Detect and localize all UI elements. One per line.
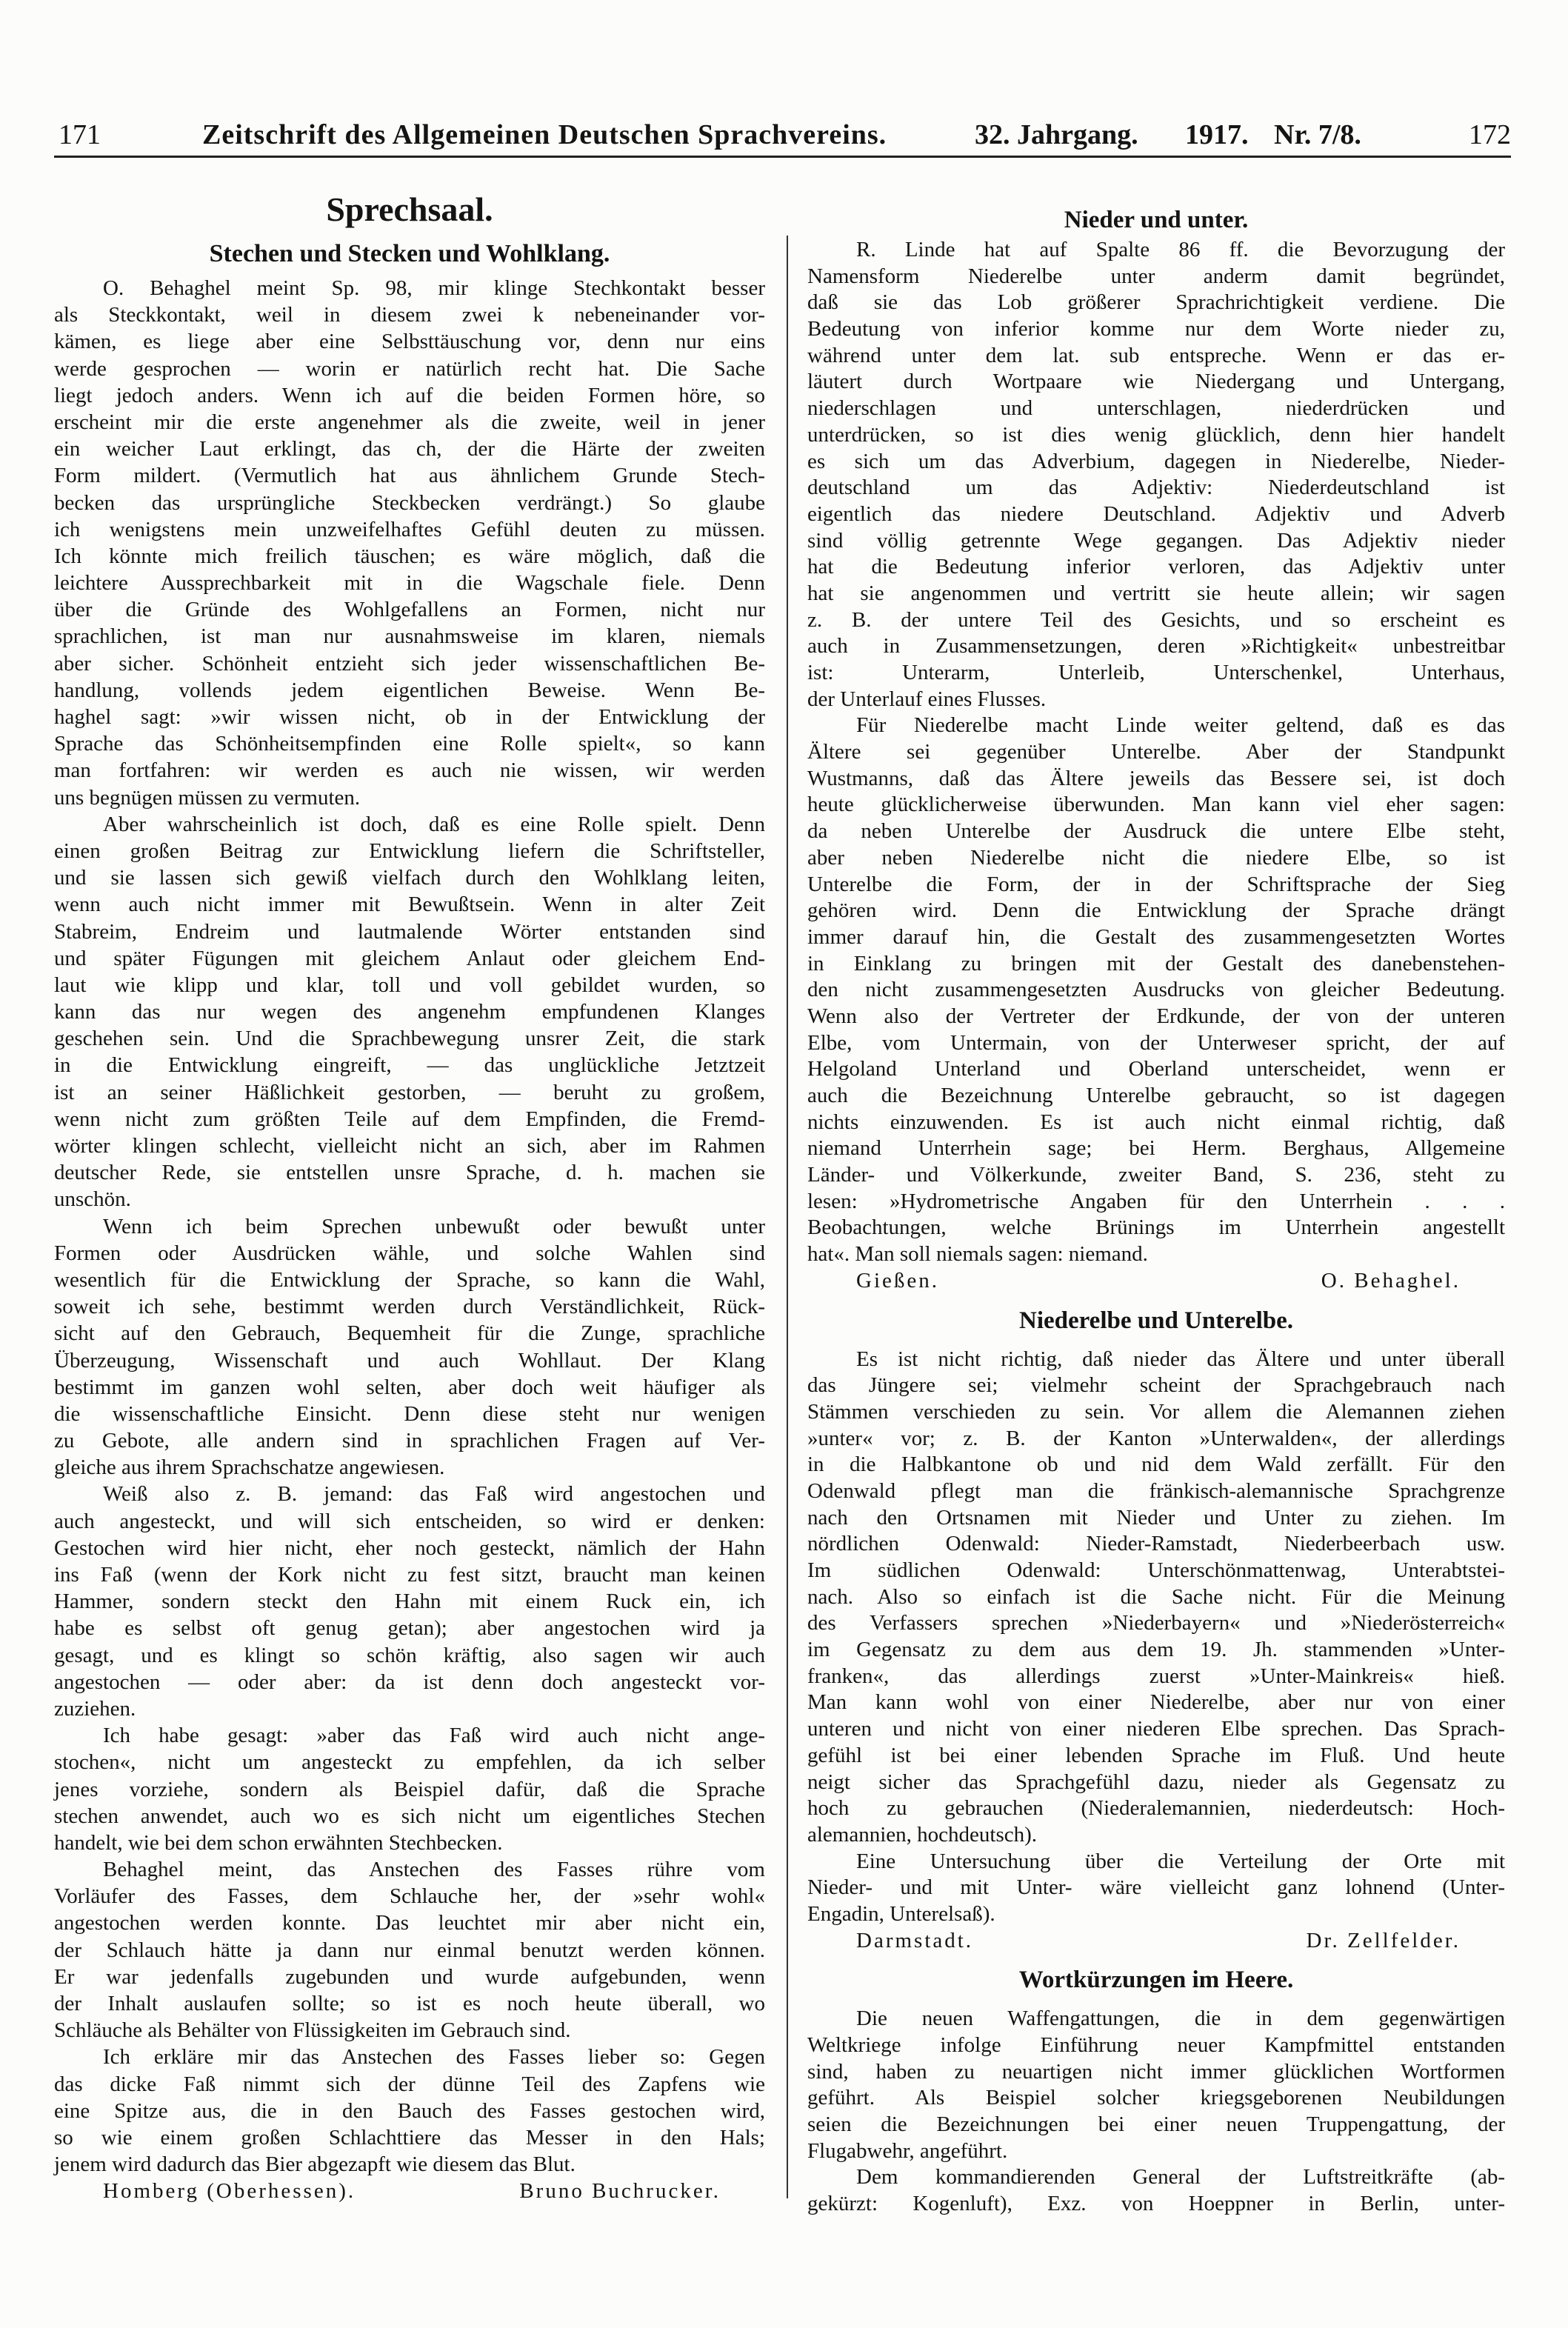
text-line: sind völlig getrennte Wege gegangen. Das Adjektiv nieder <box>807 528 1505 553</box>
left-column <box>54 275 765 2205</box>
text-line: Wenn ich beim Sprechen unbewußt oder bewußt unter <box>103 1214 765 1238</box>
text-line: Vorläufer des Fasses, dem Schlauche her, der »sehr wohl« <box>54 1884 765 1909</box>
text-line: in die Halbkantone ob und nid dem Wald zerfällt. Für den <box>807 1453 1505 1477</box>
signature-place: Gießen. <box>856 1268 939 1293</box>
text-line: hoch zu gebrauchen (Niederalemannien, niederdeutsch: Hoch- <box>807 1796 1505 1821</box>
text-line: seien die Bezeichnungen bei einer neuen Truppengattung, der <box>807 2112 1505 2137</box>
text-line: wesentlich für die Entwicklung der Sprache, so kann die Wahl, <box>54 1267 765 1292</box>
article-heading: Niederelbe und Unterelbe. <box>1018 1307 1293 1334</box>
text-line: gefühl ist bei einer lebenden Sprache im Fluß. Und heute <box>807 1743 1505 1767</box>
text-line: nördlichen Odenwald: Nieder-Ramstadt, Niederbeerbach usw. <box>807 1532 1505 1556</box>
text-line: aber neben Niederelbe nicht die niedere Elbe, so ist <box>807 845 1505 870</box>
section-title: Sprechsaal. <box>326 190 493 228</box>
text-line: werde gesprochen — worin er natürlich recht hat. Die Sache <box>54 356 765 381</box>
text-line: sind, haben zu neuartigen nicht immer glücklichen Wortformen <box>807 2059 1505 2084</box>
text-line: alemannien, hochdeutsch). <box>807 1822 1038 1847</box>
text-line: während unter dem lat. sub entspreche. Wenn er das er- <box>807 343 1505 367</box>
text-line: wenn auch nicht immer mit Bewußtsein. Wenn in alter Zeit <box>54 893 765 917</box>
text-line: nichts einzuwenden. Es ist auch nicht einmal richtig, daß <box>807 1110 1505 1134</box>
text-line: Elbe, vom Untermain, von der Unterweser spricht, der auf <box>807 1030 1505 1055</box>
article-heading: Nieder und unter. <box>1064 207 1249 233</box>
text-line: angestochen werden konnte. Das leuchtet mir aber nicht ein, <box>54 1911 765 1935</box>
paragraph <box>54 1213 765 1481</box>
text-line: hat«. Man soll niemals sagen: niemand. <box>807 1242 1148 1267</box>
right-column <box>807 237 1505 2218</box>
text-line: wörter klingen schlecht, vielleicht nicht an sich, aber im Rahmen <box>54 1134 765 1158</box>
text-line: Unterelbe die Form, der in der Schriftsprache der Sieg <box>807 872 1505 896</box>
text-line: unteren und nicht von einer niederen Elbe sprechen. Das Sprach- <box>807 1717 1505 1741</box>
paragraph <box>807 1347 1505 1849</box>
issue-number: Nr. 7/8. <box>1274 119 1361 150</box>
text-line: hat sie angenommen und vertritt sie heute allein; wir sagen <box>807 581 1505 605</box>
text-line: Es ist nicht richtig, daß nieder das Ältere und unter überall <box>856 1347 1505 1371</box>
paragraph <box>54 811 765 1213</box>
text-line: das Jüngere sei; vielmehr scheint der Sprachgebrauch nach <box>807 1373 1505 1398</box>
text-line: Ich erkläre mir das Anstechen des Fasses lieber so: Gegen <box>103 2045 765 2069</box>
paragraph <box>807 1849 1505 1928</box>
text-line: Weiß also z. B. jemand: das Faß wird angestochen und <box>103 1482 765 1507</box>
text-line: wenn nicht zum größten Teile auf dem Empfinden, die Fremd- <box>54 1107 765 1131</box>
text-line: jenes vorziehe, sondern als Beispiel dafür, daß die Sprache <box>54 1777 765 1801</box>
signature-place: Darmstadt. <box>856 1928 974 1952</box>
signature-author: Bruno Buchrucker. <box>519 2179 721 2204</box>
text-line: O. Behaghel meint Sp. 98, mir klinge Stechkontakt besser <box>103 276 765 300</box>
text-line: da neben Unterelbe der Ausdruck die untere Elbe steht, <box>807 819 1505 844</box>
text-line: Ältere sei gegenüber Unterelbe. Aber der Standpunkt <box>807 740 1505 764</box>
text-line: Aber wahrscheinlich ist doch, daß es eine Rolle spielt. Denn <box>103 812 765 836</box>
text-line: franken«, das allerdings zuerst »Unter-Mainkreis« hieß. <box>807 1664 1505 1688</box>
text-line: »unter« vor; z. B. der Kanton »Unterwalden«, der allerdings <box>807 1426 1505 1450</box>
signature-line <box>807 1928 1505 1955</box>
text-line: über die Gründe des Wohlgefallens an Formen, nicht nur <box>54 598 765 622</box>
text-line: so wie einem großen Schlachttiere das Messer in den Hals; <box>54 2125 765 2149</box>
text-line: stechen anwendet, auch wo es sich nicht um eigentliches Stechen <box>54 1804 765 1828</box>
text-line: Wustmanns, daß das Ältere jeweils das Bessere sei, ist doch <box>807 766 1505 790</box>
text-line: der Inhalt auslaufen sollte; so ist es noch heute überall, wo <box>54 1992 765 2015</box>
paragraph <box>807 2164 1505 2217</box>
text-line: Stämmen verschieden zu sein. Vor allem die Alemannen ziehen <box>807 1399 1505 1424</box>
text-line: R. Linde hat auf Spalte 86 ff. die Bevorzugung der <box>856 238 1505 261</box>
text-line: Man kann wohl von einer Niederelbe, aber nur von einer <box>807 1690 1505 1715</box>
text-line: Ich könnte mich freilich täuschen; es wäre möglich, daß die <box>54 544 765 568</box>
header-rule <box>54 156 1511 158</box>
page-number-left: 171 <box>59 119 101 150</box>
text-line: eine Spitze aus, die in den Bauch des Fasses gestochen wird, <box>54 2098 765 2123</box>
text-line: Namensform Niederelbe unter anderm damit begründet, <box>807 264 1505 288</box>
text-line: becken das ursprüngliche Steckbecken verdrängt.) So glaube <box>54 490 765 515</box>
journal-title: Zeitschrift des Allgemeinen Deutschen Sprachvereins. <box>202 119 887 150</box>
text-line: hat die Bedeutung inferior verloren, das Adjektiv unter <box>807 555 1505 579</box>
paragraph <box>807 713 1505 1267</box>
text-line: Behaghel meint, das Anstechen des Fasses rühre vom <box>103 1858 765 1882</box>
signature-author: O. Behaghel. <box>1321 1268 1461 1293</box>
text-line: nach. Also so einfach ist die Sache nicht. Für die Meinung <box>807 1584 1505 1609</box>
text-line: Flugabwehr, angeführt. <box>807 2138 1008 2163</box>
text-line: Stabreim, Endreim und lautmalende Wörter entstanden sind <box>54 919 765 944</box>
text-line: ins Faß (wenn der Kork nicht zu fest sitzt, braucht man keinen <box>54 1563 765 1587</box>
text-line: Hammer, sondern steckt den Hahn mit einem Ruck ein, ich <box>54 1590 765 1614</box>
text-line: Länder- und Völkerkunde, zweiter Band, S. 236, steht zu <box>807 1163 1505 1187</box>
text-line: neigt sicher das Sprachgefühl dazu, nieder als Gegensatz zu <box>807 1770 1505 1794</box>
text-line: eigentlich das niedere Deutschland. Adjektiv und Adverb <box>807 501 1505 526</box>
signature-line <box>54 2178 765 2204</box>
signature-place: Homberg (Oberhessen). <box>103 2179 356 2204</box>
text-line: Form mildert. (Vermutlich hat aus ähnlichem Grunde Stech- <box>54 464 765 488</box>
text-line: läutert durch Wortpaare wie Niedergang und Untergang, <box>807 370 1505 394</box>
paragraph <box>54 1481 765 1722</box>
text-line: angestochen — oder aber: da ist denn doch angesteckt vor- <box>54 1670 765 1694</box>
volume: 32. Jahrgang. <box>975 119 1138 150</box>
text-line: Nieder- und mit Unter- wäre vielleicht ganz lohnend (Unter- <box>807 1875 1505 1900</box>
text-line: unschön. <box>54 1187 131 1212</box>
text-line: der Schlauch hätte ja dann nur einmal benutzt werden können. <box>54 1938 765 1962</box>
text-line: auch angesteckt, und will sich entscheiden, so wird er denken: <box>54 1509 765 1533</box>
text-line: lesen: »Hydrometrische Angaben für den Unterrhein . . . <box>807 1189 1505 1213</box>
article-heading: Stechen und Stecken und Wohlklang. <box>209 240 610 267</box>
text-line: gekürzt: Kogenluft), Exz. von Hoeppner in Berlin, unter- <box>807 2192 1505 2216</box>
text-line: deutschland um das Adjektiv: Niederdeutschland ist <box>807 476 1505 500</box>
text-line: ist: Unterarm, Unterleib, Unterschenkel, Unterhaus, <box>807 661 1505 684</box>
text-line: niederschlagen und unterschlagen, niederdrücken und <box>807 396 1505 421</box>
text-line: auch in Zusammensetzungen, deren »Richtigkeit« unbestreitbar <box>807 634 1505 658</box>
text-line: z. B. der untere Teil des Gesichts, und so erscheint es <box>807 607 1505 632</box>
text-line: gesagt, und es klingt so schön kräftig, also sagen wir auch <box>54 1643 765 1667</box>
year: 1917. <box>1185 119 1249 150</box>
text-line: ein weicher Laut erklingt, das ch, der die Härte der zweiten <box>54 437 765 461</box>
text-line: niemand Unterrhein sage; bei Herm. Berghaus, Allgemeine <box>807 1136 1505 1161</box>
text-line: daß sie das Lob größerer Sprachrichtigkeit verdiene. Die <box>807 290 1505 315</box>
text-line: erscheint mir die erste angenehmer als die zweite, weil in jener <box>54 410 765 434</box>
text-line: deutscher Rede, sie entstellen unsre Sprache, d. h. machen sie <box>54 1161 765 1185</box>
text-line: nach den Ortsnamen mit Nieder und Unter zu ziehen. Im <box>807 1505 1505 1530</box>
text-line: handlung, vollends jedem eigentlichen Beweise. Wenn Be- <box>54 678 765 702</box>
article-heading: Wortkürzungen im Heere. <box>1018 1967 1294 1994</box>
text-line: gleiche aus ihrem Sprachschatze angewiesen. <box>54 1455 445 1480</box>
text-line: kann das nur wegen des angenehm empfundenen Klanges <box>54 1000 765 1024</box>
text-line: Odenwald pflegt man die fränkisch-alemannische Sprachgrenze <box>807 1478 1505 1503</box>
text-line: Für Niederelbe macht Linde weiter geltend, daß es das <box>856 713 1505 738</box>
text-line: Im südlichen Odenwald: Unterschönmattenwag, Unterabtstei- <box>807 1558 1505 1582</box>
text-line: sicht auf den Gebrauch, Bequemheit für die Zunge, sprachliche <box>54 1321 765 1346</box>
text-line: handelt, wie bei dem schon erwähnten Stechbecken. <box>54 1830 503 1855</box>
text-line: soweit ich sehe, bestimmt werden durch Verständlichkeit, Rück- <box>54 1295 765 1319</box>
text-line: geführt. Als Beispiel solcher kriegsgeborenen Neubildungen <box>807 2086 1505 2110</box>
text-line: Bedeutung von inferior komme nur dem Worte nieder zu, <box>807 317 1505 341</box>
text-line: Engadin, Unterelsaß). <box>807 1901 995 1926</box>
paragraph <box>54 275 765 811</box>
column-divider <box>787 236 788 2198</box>
text-line: die wissenschaftliche Einsicht. Denn diese steht nur wenigen <box>54 1401 765 1426</box>
text-line: Beobachtungen, welche Brünings im Unterrhein angestellt <box>807 1215 1505 1240</box>
page-number-right: 172 <box>1469 119 1511 150</box>
text-line: in die Entwicklung eingreift, — das unglückliche Jetztzeit <box>54 1053 765 1078</box>
text-line: Eine Untersuchung über die Verteilung der Orte mit <box>856 1849 1505 1873</box>
text-line: Dem kommandierenden General der Luftstreitkräfte (ab- <box>856 2165 1505 2189</box>
paragraph <box>54 1856 765 2044</box>
text-line: man fortfahren: wir werden es auch nie wissen, wir werden <box>54 758 765 783</box>
text-line: uns begnügen müssen zu vermuten. <box>54 785 361 810</box>
text-line: laut wie klipp und klar, toll und voll gebildet wurden, so <box>54 973 765 997</box>
text-line: aber sicher. Schönheit entzieht sich jeder wissenschaftlichen Be- <box>54 651 765 676</box>
text-line: das dicke Faß nimmt sich der dünne Teil des Zapfens wie <box>54 2072 765 2096</box>
text-line: Helgoland Unterland und Oberland unterscheidet, wenn er <box>807 1057 1505 1081</box>
text-line: bestimmt im ganzen wohl selten, aber doch weit häufiger als <box>54 1375 765 1399</box>
paragraph <box>54 2044 765 2178</box>
text-line: Sprache das Schönheitsempfinden eine Rolle spielt«, so kann <box>54 732 765 756</box>
text-line: in Einklang zu bringen mit der Gestalt des danebenstehen- <box>807 951 1505 975</box>
text-line: habe es selbst oft genug getan); aber angestochen wird ja <box>54 1616 765 1641</box>
text-line: immer darauf hin, die Gestalt des zusammengesetzten Wortes <box>807 924 1505 949</box>
text-line: leichtere Aussprechbarkeit mit in die Wagschale fiele. Denn <box>54 571 765 596</box>
text-line: jenem wird dadurch das Bier abgezapft wie diesem das Blut. <box>54 2152 576 2177</box>
text-line: es sich um das Adverbium, dagegen in Niederelbe, Nieder- <box>807 449 1505 473</box>
signature-line <box>807 1268 1505 1295</box>
text-line: im Gegensatz zu dem aus dem 19. Jh. stammenden »Unter- <box>807 1638 1505 1662</box>
signature-author: Dr. Zellfelder. <box>1306 1928 1461 1952</box>
text-line: sprachlichen, ist man nur ausnahmsweise im klaren, niemals <box>54 624 765 649</box>
text-line: Weltkriege infolge Einführung neuer Kampfmittel entstanden <box>807 2033 1505 2057</box>
text-line: der Unterlauf eines Flusses. <box>807 687 1047 711</box>
text-line: zu Gebote, alle andern sind in sprachlichen Fragen auf Ver- <box>54 1429 765 1453</box>
text-line: Formen oder Ausdrücken wähle, und solche Wahlen sind <box>54 1241 765 1265</box>
text-line: ich wenigstens mein unzweifelhaftes Gefühl deuten zu müssen. <box>54 517 765 541</box>
text-line: ist an seiner Häßlichkeit gestorben, — beruht zu großem, <box>54 1080 765 1104</box>
paragraph <box>807 2006 1505 2164</box>
text-line: den nicht zusammengesetzten Ausdrucks von gleicher Bedeutung. <box>807 978 1505 1002</box>
text-line: gehören wird. Denn die Entwicklung der Sprache drängt <box>807 898 1505 923</box>
text-line: liegt jedoch anders. Wenn ich auf die beiden Formen höre, so <box>54 383 765 407</box>
text-line: zuziehen. <box>54 1696 136 1721</box>
paragraph <box>54 1722 765 1856</box>
text-line: und später Fügungen mit gleichem Anlaut oder gleichem End- <box>54 946 765 970</box>
text-line: Er war jedenfalls zugebunden und wurde aufgebunden, wenn <box>54 1964 765 1989</box>
text-line: einen großen Beitrag zur Entwicklung liefern die Schriftsteller, <box>54 838 765 863</box>
text-line: und sie lassen sich gewiß vielfach durch den Wohlklang leiten, <box>54 866 765 890</box>
text-line: des Verfassers sprechen »Niederbayern« und »Niederösterreich« <box>807 1611 1505 1635</box>
text-line: Ich habe gesagt: »aber das Faß wird auch nicht ange- <box>103 1724 765 1748</box>
text-line: Gestochen wird hier nicht, eher noch gesteckt, nämlich der Hahn <box>54 1535 765 1560</box>
text-line: heute glücklicherweise überwunden. Man kann viel eher sagen: <box>807 793 1505 817</box>
text-line: Schläuche als Behälter von Flüssigkeiten im Gebrauch sind. <box>54 2018 571 2043</box>
text-line: Überzeugung, Wissenschaft und auch Wohllaut. Der Klang <box>54 1348 765 1373</box>
text-line: Wenn also der Vertreter der Erdkunde, der von der unteren <box>807 1004 1505 1028</box>
text-line: stochen«, nicht um angesteckt zu empfehlen, da ich selber <box>54 1750 765 1775</box>
text-line: geschehen sein. Und die Sprachbewegung unsrer Zeit, die stark <box>54 1027 765 1051</box>
text-line: unterdrücken, so ist dies wenig glücklich, denn hier handelt <box>807 422 1505 447</box>
text-line: Die neuen Waffengattungen, die in dem gegenwärtigen <box>856 2007 1505 2031</box>
text-line: kämen, es liege aber eine Selbsttäuschung vor, denn nur eins <box>54 330 765 354</box>
text-line: als Steckkontakt, weil in diesem zwei k nebeneinander vor- <box>54 303 765 327</box>
paragraph <box>807 237 1505 713</box>
text-line: auch die Bezeichnung Unterelbe gebraucht, so ist dagegen <box>807 1084 1505 1107</box>
text-line: haghel sagt: »wir wissen nicht, ob in der Entwicklung der <box>54 705 765 729</box>
